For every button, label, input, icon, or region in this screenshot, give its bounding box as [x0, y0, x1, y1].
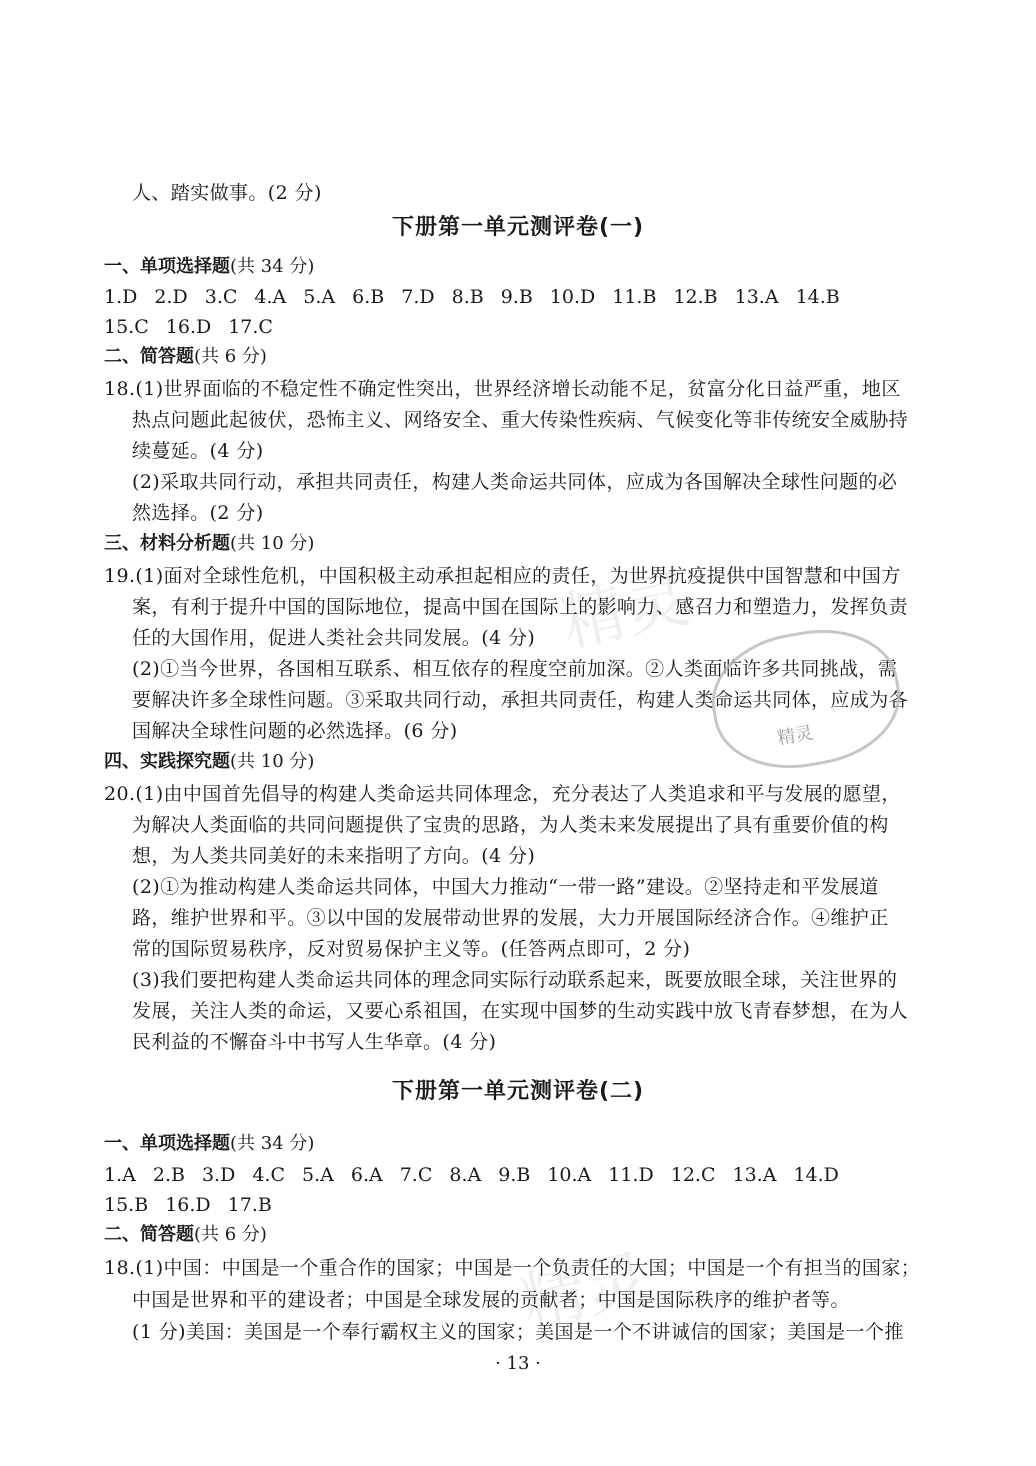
continued-line: 人、踏实做事。(2 分) — [132, 182, 322, 204]
answer-item: 1.A — [104, 1164, 136, 1186]
answer-item: 10.D — [549, 286, 596, 308]
section-heading: 四、实践探究题(共 10 分) — [104, 751, 315, 772]
answer-item: 4.C — [252, 1164, 285, 1186]
answer-text: 续蔓延。(4 分) — [132, 440, 264, 462]
answer-item: 4.A — [254, 286, 287, 308]
answer-row — [104, 282, 857, 312]
answer-text: 想，为人类共同美好的未来指明了方向。(4 分) — [132, 845, 536, 867]
answer-item: 9.B — [498, 1164, 531, 1186]
answer-item: 9.B — [500, 286, 533, 308]
answer-text: 发展，关注人类的命运，又要心系祖国，在实现中国梦的生动实践中放飞青春梦想，在为人 — [132, 1000, 909, 1022]
answer-text: 案，有利于提升中国的国际地位，提高中国在国际上的影响力、感召力和塑造力，发挥负责 — [132, 596, 909, 618]
answer-text: (3)我们要把构建人类命运共同体的理念同实际行动联系起来，既要放眼全球，关注世界的 — [132, 969, 898, 991]
answer-item: 6.A — [350, 1164, 383, 1186]
answer-item: 17.C — [228, 316, 273, 338]
answer-item: 2.B — [152, 1164, 185, 1186]
page-number: · 13 · — [495, 1353, 541, 1374]
answer-item: 5.A — [303, 286, 336, 308]
answer-item: 12.C — [670, 1164, 716, 1186]
answer-text: 18.(1)世界面临的不稳定性不确定性突出，世界经济增长动能不足，贫富分化日益严重，地区 — [104, 378, 901, 400]
answer-row — [104, 312, 290, 342]
answer-item: 15.C — [104, 316, 149, 338]
answer-item: 5.A — [302, 1164, 334, 1186]
answer-item: 14.D — [793, 1164, 839, 1186]
answer-item: 15.B — [104, 1194, 149, 1216]
answer-item: 13.A — [734, 286, 779, 308]
answer-text: 18.(1)中国：中国是一个重合作的国家；中国是一个负责任的大国；中国是一个有担当的国家； — [104, 1257, 921, 1279]
answer-text: 19.(1)面对全球性危机，中国积极主动承担起相应的责任，为世界抗疫提供中国智慧和中国方 — [104, 565, 901, 587]
section-heading: 一、单项选择题(共 34 分) — [104, 256, 315, 277]
answer-item: 6.B — [352, 286, 385, 308]
answer-text: 中国是世界和平的建设者；中国是全球发展的贡献者；中国是国际秩序的维护者等。 — [132, 1289, 850, 1311]
section-heading: 一、单项选择题(共 34 分) — [104, 1133, 315, 1154]
answer-item: 12.B — [673, 286, 718, 308]
section-heading: 二、简答题(共 6 分) — [104, 346, 267, 367]
answer-item: 16.D — [165, 1194, 211, 1216]
answer-text: (2)①为推动构建人类命运共同体，中国大力推动“一带一路”建设。②坚持走和平发展道 — [132, 876, 879, 898]
answer-text: 要解决许多全球性问题。③采取共同行动，承担共同责任，构建人类命运共同体，应成为各 — [132, 689, 909, 711]
answer-text: 热点问题此起彼伏，恐怖主义、网络安全、重大传染性疾病、气候变化等非传统安全威胁持 — [132, 409, 909, 431]
answer-item: 1.D — [104, 286, 138, 308]
watermark: 精灵 — [514, 1242, 656, 1342]
answer-row — [104, 1190, 289, 1220]
answer-item: 17.B — [227, 1194, 272, 1216]
answer-text: 路，维护世界和平。③以中国的发展带动世界的发展，大力开展国际经济合作。④维护正 — [132, 907, 889, 929]
answer-item: 7.D — [401, 286, 435, 308]
answer-text: (2)采取共同行动，承担共同责任，构建人类命运共同体，应成为各国解决全球性问题的必 — [132, 471, 898, 493]
answer-text: 国解决全球性问题的必然选择。(6 分) — [132, 720, 458, 742]
answer-text: 民利益的不懈奋斗中书写人生华章。(4 分) — [132, 1031, 497, 1053]
answer-item: 7.C — [399, 1164, 433, 1186]
answer-text: 20.(1)由中国首先倡导的构建人类命运共同体理念，充分表达了人类追求和平与发展的愿望， — [104, 783, 901, 805]
section-title: 下册第一单元测评卷(一) — [391, 215, 645, 240]
answer-item: 3.D — [201, 1164, 236, 1186]
answer-item: 8.A — [449, 1164, 482, 1186]
answer-item: 3.C — [204, 286, 238, 308]
answer-item: 11.B — [612, 286, 657, 308]
watermark-stamp — [702, 617, 910, 782]
answer-row — [104, 1160, 856, 1190]
answer-item: 2.D — [154, 286, 188, 308]
section-heading: 二、简答题(共 6 分) — [104, 1224, 267, 1245]
answer-item: 11.D — [608, 1164, 654, 1186]
stamp-text: 精灵 — [775, 722, 815, 750]
answer-text: 为解决人类面临的共同问题提供了宝贵的思路，为人类未来发展提出了具有重要价值的构 — [132, 814, 889, 836]
answer-text: 然选择。(2 分) — [132, 502, 264, 524]
answer-item: 13.A — [732, 1164, 777, 1186]
answer-item: 8.B — [451, 286, 484, 308]
section-heading: 三、材料分析题(共 10 分) — [104, 533, 315, 554]
answer-item: 16.D — [165, 316, 212, 338]
answer-item: 14.B — [795, 286, 840, 308]
answer-text: 任的大国作用，促进人类社会共同发展。(4 分) — [132, 627, 536, 649]
section-title: 下册第一单元测评卷(二) — [391, 1079, 645, 1104]
answer-text: (1 分)美国：美国是一个奉行霸权主义的国家；美国是一个不讲诚信的国家；美国是一个推 — [132, 1321, 904, 1343]
answer-item: 10.A — [547, 1164, 592, 1186]
watermark: 精灵 — [554, 562, 696, 662]
answer-text: 常的国际贸易秩序，反对贸易保护主义等。(任答两点即可，2 分) — [132, 938, 691, 960]
answer-text: (2)①当今世界，各国相互联系、相互依存的程度空前加深。②人类面临许多共同挑战，需 — [132, 658, 898, 680]
